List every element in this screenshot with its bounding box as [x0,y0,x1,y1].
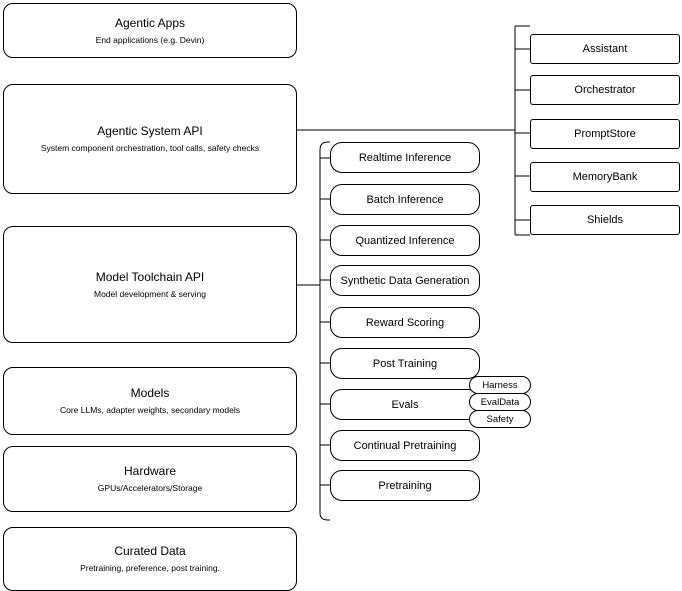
stack-layer-subtitle: Core LLMs, adapter weights, secondary models [59,405,240,415]
stack-layer-title: Curated Data [114,544,186,558]
evals-pill-evaldata[interactable]: EvalData [469,393,531,411]
stack-layer-subtitle: System component orchestration, tool calls, safety checks [40,143,260,153]
stack-layer-subtitle: End applications (e.g. Devin) [95,34,205,45]
agentic-component-assistant[interactable]: Assistant [530,34,680,64]
stack-layer-title: Models [130,386,170,400]
toolchain-component-reward-scoring[interactable]: Reward Scoring [330,307,480,338]
evals-pill-harness[interactable]: Harness [469,376,531,394]
stack-layer-curated-data[interactable] [3,527,297,591]
evals-pill-safety[interactable]: Safety [469,410,531,428]
stack-layer-agentic-apps[interactable] [3,3,297,58]
stack-layer-models[interactable] [3,367,297,435]
toolchain-component-synthetic-data-generation[interactable]: Synthetic Data Generation [330,265,480,296]
stack-layer-subtitle: GPUs/Accelerators/Storage [97,483,203,493]
agentic-component-promptstore[interactable]: PromptStore [530,119,680,149]
stack-layer-title: Model Toolchain API [95,269,205,284]
stack-layer-agentic-system-api[interactable] [3,84,297,194]
stack-layer-model-toolchain-api[interactable] [3,226,297,343]
stack-layer-title: Agentic System API [97,124,203,138]
agentic-component-orchestrator[interactable]: Orchestrator [530,75,680,105]
agentic-component-shields[interactable]: Shields [530,205,680,235]
stack-layer-title: Hardware [123,464,177,478]
stack-layer-hardware[interactable] [3,446,297,512]
toolchain-component-pretraining[interactable]: Pretraining [330,470,480,501]
toolchain-component-post-training[interactable]: Post Training [330,348,480,379]
stack-layer-subtitle: Model development & serving [94,288,206,299]
toolchain-component-batch-inference[interactable]: Batch Inference [330,184,480,215]
toolchain-component-continual-pretraining[interactable]: Continual Pretraining [330,430,480,461]
stack-layer-subtitle: Pretraining, preference, post training. [80,563,220,573]
toolchain-component-realtime-inference[interactable]: Realtime Inference [330,142,480,173]
toolchain-component-evals[interactable]: Evals [330,389,480,420]
stack-layer-title: Agentic Apps [114,15,186,30]
toolchain-component-quantized-inference[interactable]: Quantized Inference [330,225,480,256]
agentic-component-memorybank[interactable]: MemoryBank [530,162,680,192]
